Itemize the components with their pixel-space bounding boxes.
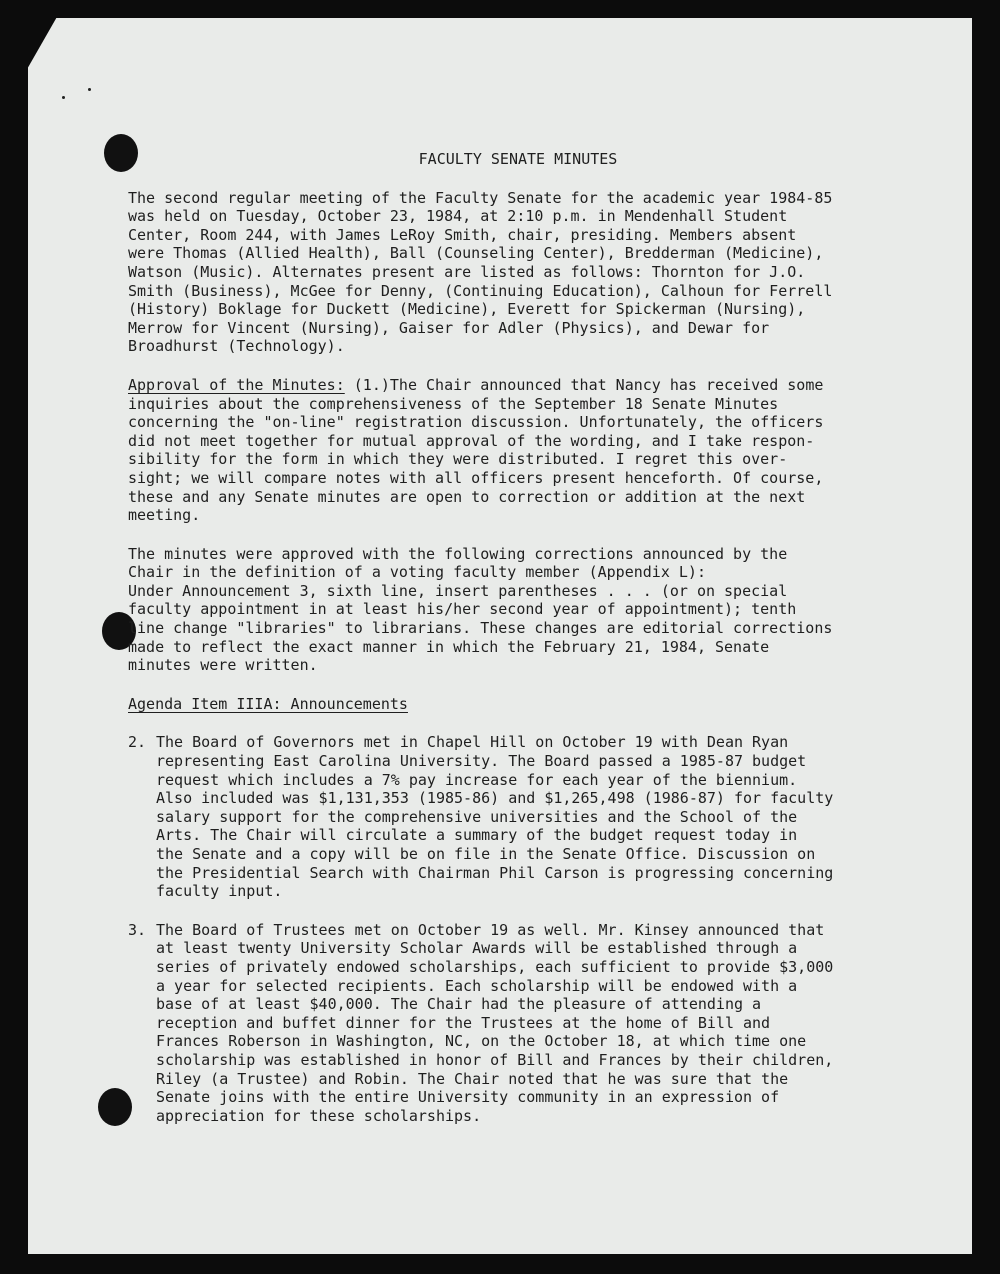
approval-heading: Approval of the Minutes: <box>128 375 345 394</box>
speck-mark <box>88 88 91 91</box>
item-text: The Board of Governors met in Chapel Hill on October 19 with Dean Ryan representing East Carolina University. The Board passed a 1985-87 budget request which includes a 7% pay increase for each year of the biennium. Also included was $1,131,353 (1985-86) and $1,265,498 (1986-87) for faculty salary support for the comprehensive universities and the School of the Arts. The Chair will circulate a summary of the budget request today in the Senate and a copy will be on file in the Senate Office. Discussion on the Presidential Search with Chairman Phil Carson is progressing concerning faculty input. <box>156 733 834 901</box>
corrections-paragraph: The minutes were approved with the following corrections announced by the Chair in the definition of a voting faculty member (Appendix L): Under Announcement 3, sixth line, insert parentheses . . . (or on special faculty appointment in at least his/her second year of appointment); tenth line change "libraries" to librarians. These changes are editorial corrections made to reflect the exact manner in which the February 21, 1984, Senate minutes were written. <box>128 544 833 675</box>
intro-paragraph: The second regular meeting of the Faculty Senate for the academic year 1984-85 was held on Tuesday, October 23, 1984, at 2:10 p.m. in Mendenhall Student Center, Room 244, with James LeRoy Smith, chair, presiding. Members absent were Thomas (Allied Health), Ball (Counseling Center), Bredderman (Medicine), Watson (Music). Alternates present are listed as follows: Thornton for J.O. Smith (Business), McGee for Denny, (Continuing Education), Calhoun for Ferrell (History) Boklage for Duckett (Medicine), Everett for Spickerman (Nursing), Merrow for Vincent (Nursing), Gaiser for Adler (Physics), and Dewar for Broadhurst (Technology). <box>128 188 833 356</box>
item-number: 2. <box>128 733 147 752</box>
punch-hole-bottom <box>98 1088 132 1126</box>
approval-text: (1.)The Chair announced that Nancy has received some inquiries about the comprehensiveness of the September 18 Senate Minutes concerning the "on-line" registration discussion. Unfortunately, the officers did not meet together for mutual approval of the wording, and I take respon- sibility for the form in which they were distributed. I regret this over- sight; we will compare notes with all officers present henceforth. Of course, these and any Senate minutes are open to correction or addition at the next meeting. <box>128 375 824 525</box>
document-title: FACULTY SENATE MINUTES <box>418 150 618 168</box>
item-number: 3. <box>128 920 147 939</box>
agenda-heading: Agenda Item IIIA: Announcements <box>128 694 408 713</box>
announcement-item <box>128 733 868 900</box>
minutes-document <box>128 150 868 1145</box>
announcement-item <box>128 921 868 1126</box>
approval-paragraph <box>128 376 868 525</box>
speck-mark <box>62 96 65 99</box>
item-text: The Board of Trustees met on October 19 as well. Mr. Kinsey announced that at least twenty University Scholar Awards will be established through a series of privately endowed scholarships, each sufficient to provide $3,000 a year for selected recipients. Each scholarship will be endowed with a base of at least $40,000. The Chair had the pleasure of attending a reception and buffet dinner for the Trustees at the home of Bill and Frances Roberson in Washington, NC, on the October 18, at which time one scholarship was established in honor of Bill and Frances by their children, Riley (a Trustee) and Robin. The Chair noted that he was sure that the Senate joins with the entire University community in an expression of appreciation for these scholarships. <box>156 920 834 1125</box>
